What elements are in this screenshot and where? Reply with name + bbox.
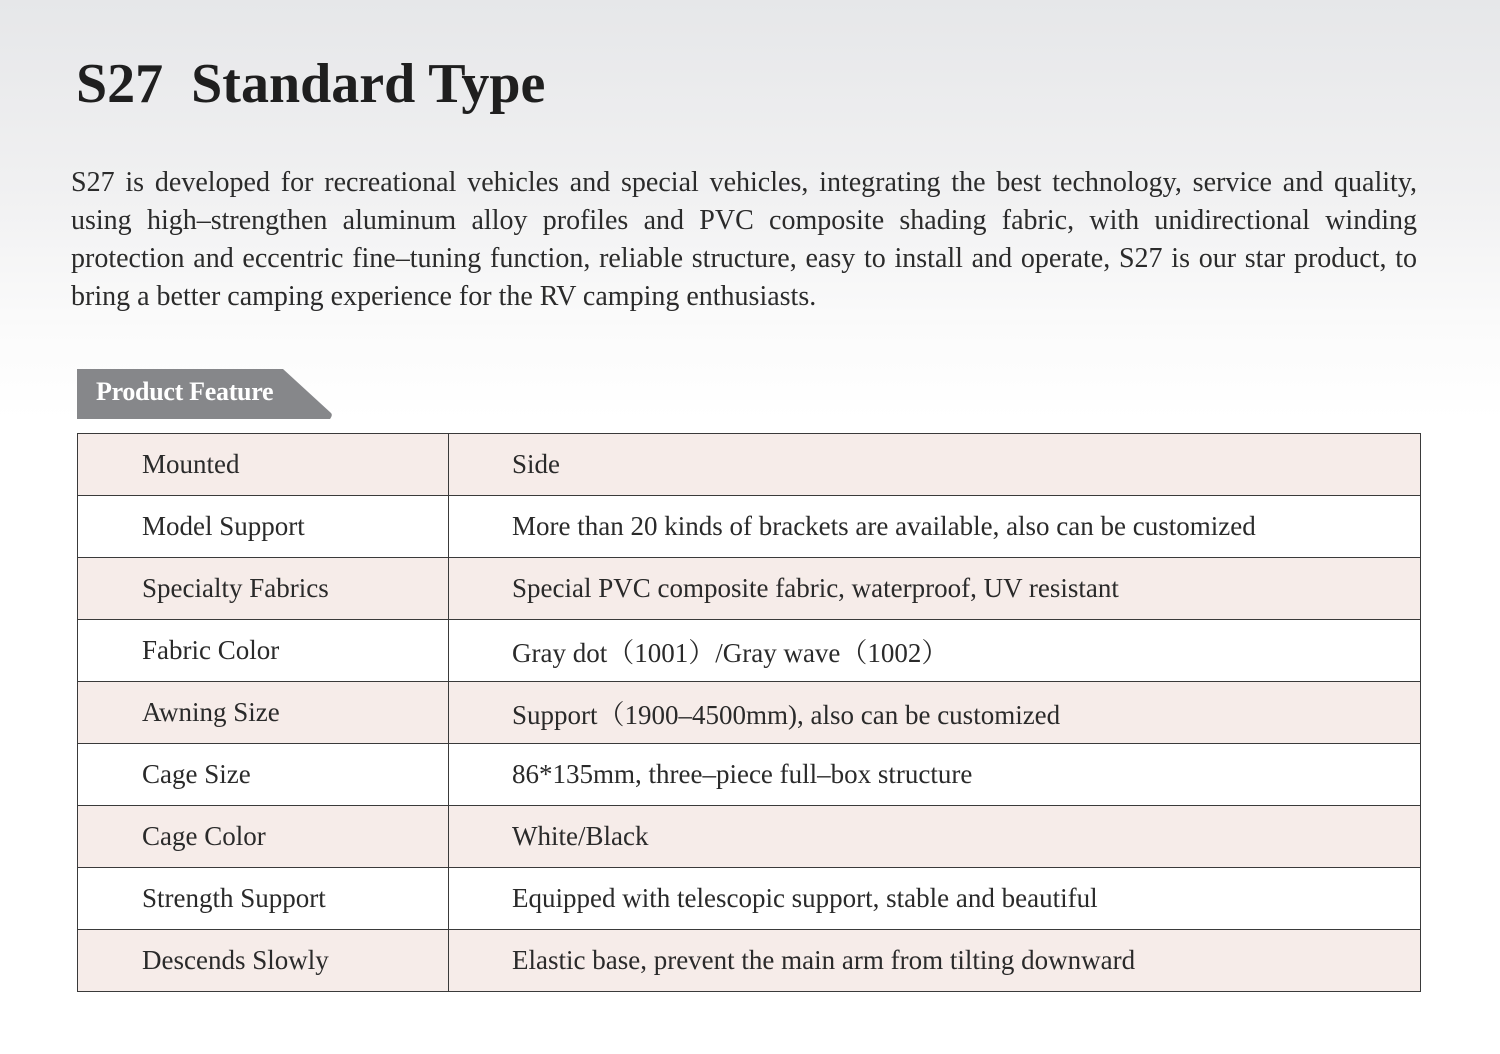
feature-table [77,433,1421,992]
feature-value: White/Black [449,806,1421,868]
feature-key: Cage Color [78,806,449,868]
feature-key: Specialty Fabrics [78,558,449,620]
table-row [78,744,1421,806]
feature-key: Descends Slowly [78,930,449,992]
feature-value: 86*135mm, three–piece full–box structure [449,744,1421,806]
feature-key: Fabric Color [78,620,449,682]
feature-value: Equipped with telescopic support, stable and beautiful [449,868,1421,930]
table-row [78,930,1421,992]
table-row [78,558,1421,620]
feature-value: Special PVC composite fabric, waterproof, UV resistant [449,558,1421,620]
feature-key: Cage Size [78,744,449,806]
table-row [78,868,1421,930]
feature-value: Support（1900–4500mm), also can be customized [449,682,1421,744]
table-row [78,434,1421,496]
table-row [78,806,1421,868]
feature-key: Mounted [78,434,449,496]
section-tab [77,369,333,421]
feature-value: Elastic base, prevent the main arm from tilting downward [449,930,1421,992]
feature-value: Gray dot（1001）/Gray wave（1002） [449,620,1421,682]
table-row [78,682,1421,744]
intro-paragraph: S27 is developed for recreational vehicles and special vehicles, integrating the best technology, service and quality, using high–strengthen aluminum alloy profiles and PVC composite shading fabric, with unidirectional winding protection and eccentric fine–tuning function, reliable structure, easy to install and operate, S27 is our star product, to bring a better camping experience for the RV camping enthusiasts. [71,167,1417,312]
feature-key: Awning Size [78,682,449,744]
page-title: S27 Standard Type [76,53,546,115]
feature-value: Side [449,434,1421,496]
feature-key: Model Support [78,496,449,558]
table-row [78,496,1421,558]
feature-key: Strength Support [78,868,449,930]
feature-value: More than 20 kinds of brackets are available, also can be customized [449,496,1421,558]
table-row [78,620,1421,682]
section-tab-label: Product Feature [96,377,274,406]
